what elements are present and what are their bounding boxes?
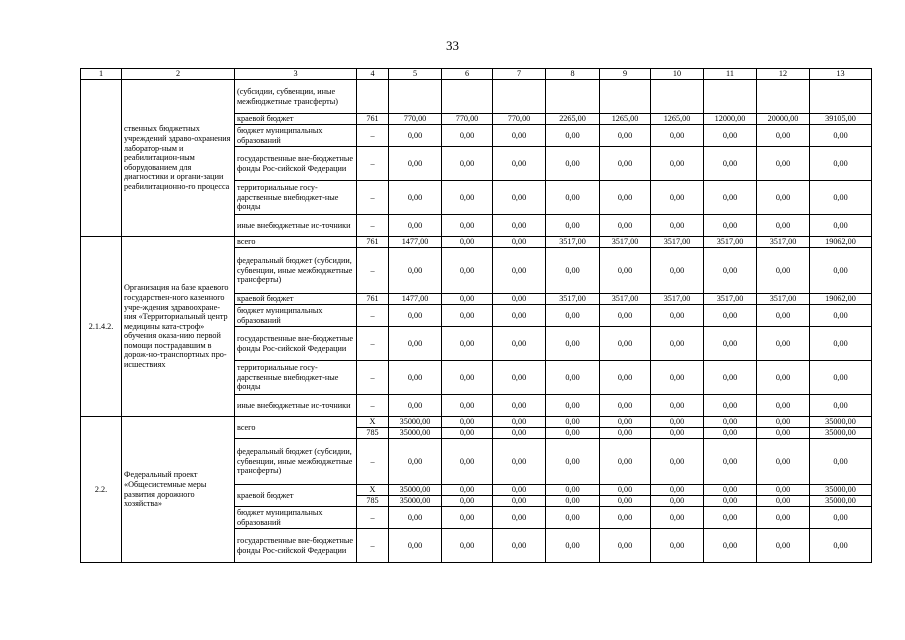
amount-cell: 0,00	[810, 305, 872, 327]
amount-cell: 0,00	[389, 147, 442, 181]
amount-cell: 3517,00	[600, 237, 651, 248]
amount-cell: 0,00	[442, 237, 493, 248]
amount-cell: 0,00	[546, 529, 600, 563]
column-header: 2	[122, 69, 235, 80]
column-header: 6	[442, 69, 493, 80]
amount-cell: 0,00	[757, 529, 810, 563]
budget-code	[357, 80, 389, 114]
amount-cell: 35000,00	[389, 428, 442, 439]
amount-cell: 3517,00	[546, 294, 600, 305]
amount-cell: 0,00	[651, 147, 704, 181]
amount-cell: 0,00	[704, 361, 757, 395]
amount-cell: 0,00	[442, 294, 493, 305]
amount-cell: 35000,00	[810, 485, 872, 496]
amount-cell: 0,00	[493, 529, 546, 563]
amount-cell: 0,00	[810, 439, 872, 485]
amount-cell: 0,00	[389, 439, 442, 485]
amount-cell: 0,00	[757, 215, 810, 237]
amount-cell: 0,00	[442, 485, 493, 496]
page-number: 33	[446, 38, 459, 53]
budget-code: –	[357, 529, 389, 563]
amount-cell: 0,00	[757, 248, 810, 294]
amount-cell: 1265,00	[651, 114, 704, 125]
amount-cell: 0,00	[600, 485, 651, 496]
budget-code: –	[357, 395, 389, 417]
amount-cell	[600, 80, 651, 114]
amount-cell: 0,00	[704, 439, 757, 485]
amount-cell: 0,00	[600, 147, 651, 181]
amount-cell: 0,00	[810, 395, 872, 417]
amount-cell: 0,00	[704, 428, 757, 439]
amount-cell: 0,00	[546, 507, 600, 529]
amount-cell: 0,00	[546, 439, 600, 485]
amount-cell: 3517,00	[757, 294, 810, 305]
amount-cell: 0,00	[493, 428, 546, 439]
amount-cell: 770,00	[493, 114, 546, 125]
amount-cell: 0,00	[704, 305, 757, 327]
amount-cell: 0,00	[546, 125, 600, 147]
amount-cell: 0,00	[442, 181, 493, 215]
amount-cell: 0,00	[546, 417, 600, 428]
amount-cell: 0,00	[493, 248, 546, 294]
amount-cell: 0,00	[600, 529, 651, 563]
amount-cell: 35000,00	[389, 417, 442, 428]
amount-cell: 0,00	[810, 181, 872, 215]
amount-cell: 0,00	[757, 496, 810, 507]
funding-source: всего	[235, 417, 357, 439]
amount-cell: 3517,00	[757, 237, 810, 248]
amount-cell: 0,00	[704, 496, 757, 507]
funding-source: бюджет муниципальных образований	[235, 305, 357, 327]
budget-code: X	[357, 417, 389, 428]
amount-cell: 0,00	[757, 439, 810, 485]
item-name: ственных бюджетных учреждений здраво-охранения лаборатор-ным и реабилитацион-ным оборудованием для диагностики и органи-зации реабилитационно-го процесса	[122, 80, 235, 237]
column-header: 5	[389, 69, 442, 80]
budget-code: –	[357, 181, 389, 215]
amount-cell: 0,00	[600, 181, 651, 215]
amount-cell: 1477,00	[389, 237, 442, 248]
amount-cell: 0,00	[442, 305, 493, 327]
amount-cell: 0,00	[600, 305, 651, 327]
amount-cell: 0,00	[651, 181, 704, 215]
amount-cell: 0,00	[600, 395, 651, 417]
amount-cell: 2265,00	[546, 114, 600, 125]
budget-code: –	[357, 305, 389, 327]
column-header: 13	[810, 69, 872, 80]
amount-cell: 0,00	[704, 417, 757, 428]
amount-cell: 0,00	[600, 417, 651, 428]
amount-cell: 0,00	[757, 125, 810, 147]
amount-cell: 0,00	[704, 529, 757, 563]
column-header: 9	[600, 69, 651, 80]
amount-cell: 0,00	[546, 327, 600, 361]
column-header: 8	[546, 69, 600, 80]
amount-cell: 0,00	[757, 417, 810, 428]
column-header: 7	[493, 69, 546, 80]
amount-cell: 0,00	[493, 439, 546, 485]
amount-cell: 35000,00	[810, 496, 872, 507]
budget-code: –	[357, 147, 389, 181]
amount-cell: 0,00	[810, 125, 872, 147]
column-header: 11	[704, 69, 757, 80]
amount-cell: 0,00	[704, 327, 757, 361]
amount-cell: 0,00	[810, 248, 872, 294]
column-header: 4	[357, 69, 389, 80]
amount-cell	[704, 80, 757, 114]
amount-cell: 0,00	[493, 485, 546, 496]
amount-cell: 0,00	[757, 181, 810, 215]
amount-cell: 0,00	[651, 125, 704, 147]
funding-source: государственные вне-бюджетные фонды Рос-сийской Федерации	[235, 147, 357, 181]
amount-cell: 0,00	[704, 507, 757, 529]
amount-cell: 0,00	[546, 496, 600, 507]
amount-cell: 770,00	[442, 114, 493, 125]
budget-code: –	[357, 327, 389, 361]
amount-cell: 3517,00	[651, 294, 704, 305]
amount-cell: 3517,00	[546, 237, 600, 248]
item-code: 2.2.	[81, 417, 122, 563]
amount-cell: 0,00	[651, 439, 704, 485]
amount-cell: 0,00	[600, 439, 651, 485]
amount-cell: 0,00	[651, 496, 704, 507]
amount-cell: 0,00	[810, 529, 872, 563]
amount-cell: 0,00	[442, 248, 493, 294]
amount-cell: 0,00	[810, 327, 872, 361]
amount-cell: 0,00	[546, 181, 600, 215]
amount-cell: 0,00	[600, 248, 651, 294]
amount-cell	[546, 80, 600, 114]
amount-cell: 0,00	[757, 147, 810, 181]
amount-cell: 0,00	[546, 395, 600, 417]
amount-cell: 35000,00	[389, 485, 442, 496]
budget-code: –	[357, 125, 389, 147]
amount-cell	[810, 80, 872, 114]
amount-cell: 0,00	[546, 147, 600, 181]
amount-cell: 770,00	[389, 114, 442, 125]
amount-cell: 0,00	[493, 215, 546, 237]
amount-cell: 0,00	[442, 147, 493, 181]
amount-cell: 0,00	[493, 125, 546, 147]
amount-cell: 0,00	[810, 147, 872, 181]
amount-cell: 0,00	[704, 215, 757, 237]
amount-cell	[651, 80, 704, 114]
funding-source: бюджет муниципальных образований	[235, 125, 357, 147]
amount-cell: 0,00	[389, 215, 442, 237]
amount-cell	[389, 80, 442, 114]
amount-cell: 0,00	[389, 395, 442, 417]
funding-source: государственные вне-бюджетные фонды Рос-сийской Федерации	[235, 529, 357, 563]
amount-cell: 0,00	[493, 147, 546, 181]
amount-cell: 0,00	[651, 248, 704, 294]
amount-cell: 0,00	[389, 361, 442, 395]
amount-cell: 0,00	[600, 327, 651, 361]
amount-cell: 0,00	[704, 147, 757, 181]
funding-source: бюджет муниципальных образований	[235, 507, 357, 529]
amount-cell: 0,00	[651, 215, 704, 237]
funding-source: федеральный бюджет (субсидии, субвенции, иные межбюджетные трансферты)	[235, 248, 357, 294]
amount-cell: 0,00	[651, 361, 704, 395]
amount-cell: 0,00	[600, 215, 651, 237]
funding-source: иные внебюджетные ис-точники	[235, 215, 357, 237]
amount-cell: 0,00	[546, 428, 600, 439]
amount-cell: 0,00	[442, 395, 493, 417]
amount-cell: 0,00	[651, 417, 704, 428]
amount-cell: 0,00	[493, 294, 546, 305]
budget-code: –	[357, 361, 389, 395]
amount-cell: 0,00	[651, 327, 704, 361]
amount-cell	[493, 80, 546, 114]
amount-cell: 0,00	[757, 507, 810, 529]
budget-table	[80, 68, 872, 563]
funding-source: территориальные госу-дарственные внебюджет-ные фонды	[235, 181, 357, 215]
table-row	[81, 417, 872, 428]
column-header: 10	[651, 69, 704, 80]
amount-cell: 0,00	[389, 181, 442, 215]
amount-cell: 0,00	[810, 507, 872, 529]
amount-cell: 0,00	[704, 181, 757, 215]
budget-code: –	[357, 439, 389, 485]
item-code	[81, 80, 122, 237]
table-row	[81, 80, 872, 114]
amount-cell: 0,00	[600, 507, 651, 529]
budget-code: –	[357, 248, 389, 294]
amount-cell: 0,00	[493, 395, 546, 417]
column-header: 3	[235, 69, 357, 80]
amount-cell: 3517,00	[704, 237, 757, 248]
amount-cell: 0,00	[442, 507, 493, 529]
budget-code: X	[357, 485, 389, 496]
amount-cell: 0,00	[493, 507, 546, 529]
amount-cell: 0,00	[810, 215, 872, 237]
budget-code: –	[357, 215, 389, 237]
amount-cell: 0,00	[442, 496, 493, 507]
budget-code: 761	[357, 294, 389, 305]
amount-cell: 0,00	[442, 529, 493, 563]
amount-cell: 0,00	[493, 305, 546, 327]
header-row	[81, 69, 872, 80]
budget-code: 761	[357, 114, 389, 125]
amount-cell: 35000,00	[810, 428, 872, 439]
amount-cell: 35000,00	[389, 496, 442, 507]
amount-cell: 0,00	[757, 428, 810, 439]
amount-cell: 0,00	[651, 507, 704, 529]
amount-cell: 12000,00	[704, 114, 757, 125]
funding-source: государственные вне-бюджетные фонды Рос-сийской Федерации	[235, 327, 357, 361]
budget-code: 785	[357, 428, 389, 439]
amount-cell: 0,00	[546, 485, 600, 496]
amount-cell: 0,00	[651, 529, 704, 563]
amount-cell: 0,00	[757, 327, 810, 361]
amount-cell: 0,00	[493, 417, 546, 428]
amount-cell	[442, 80, 493, 114]
amount-cell: 0,00	[704, 248, 757, 294]
funding-source: краевой бюджет	[235, 114, 357, 125]
amount-cell: 0,00	[493, 237, 546, 248]
amount-cell: 0,00	[757, 395, 810, 417]
amount-cell: 0,00	[651, 305, 704, 327]
amount-cell: 0,00	[757, 485, 810, 496]
funding-source: краевой бюджет	[235, 485, 357, 507]
amount-cell: 0,00	[546, 305, 600, 327]
amount-cell: 0,00	[546, 215, 600, 237]
funding-source: всего	[235, 237, 357, 248]
amount-cell: 0,00	[493, 496, 546, 507]
amount-cell: 0,00	[389, 125, 442, 147]
amount-cell: 0,00	[600, 125, 651, 147]
budget-code: –	[357, 507, 389, 529]
amount-cell: 0,00	[442, 361, 493, 395]
amount-cell: 3517,00	[600, 294, 651, 305]
amount-cell: 0,00	[493, 181, 546, 215]
amount-cell: 39105,00	[810, 114, 872, 125]
item-code: 2.1.4.2.	[81, 237, 122, 417]
budget-code: 785	[357, 496, 389, 507]
budget-code: 761	[357, 237, 389, 248]
amount-cell: 0,00	[493, 361, 546, 395]
amount-cell: 0,00	[389, 305, 442, 327]
amount-cell: 0,00	[442, 215, 493, 237]
amount-cell: 0,00	[493, 327, 546, 361]
amount-cell: 0,00	[546, 248, 600, 294]
amount-cell: 0,00	[704, 125, 757, 147]
amount-cell: 0,00	[442, 327, 493, 361]
amount-cell: 0,00	[704, 395, 757, 417]
amount-cell: 0,00	[600, 361, 651, 395]
amount-cell: 0,00	[757, 361, 810, 395]
amount-cell: 0,00	[704, 485, 757, 496]
amount-cell: 0,00	[389, 248, 442, 294]
amount-cell: 0,00	[600, 496, 651, 507]
amount-cell: 0,00	[810, 361, 872, 395]
funding-source: иные внебюджетные ис-точники	[235, 395, 357, 417]
amount-cell: 0,00	[389, 327, 442, 361]
amount-cell: 0,00	[442, 417, 493, 428]
funding-source: краевой бюджет	[235, 294, 357, 305]
item-name: Организация на базе краевого государствен-ного казенного учре-ждения здравоохране-ния «Территориальный центр медицины ката-строф» обучения оказа-нию первой помощи пострадавшим в дорож-но-транспортных про-исшествиях	[122, 237, 235, 417]
amount-cell: 19062,00	[810, 294, 872, 305]
funding-source: территориальные госу-дарственные внебюджет-ные фонды	[235, 361, 357, 395]
amount-cell: 1265,00	[600, 114, 651, 125]
funding-source: федеральный бюджет (субсидии, субвенции, иные межбюджетные трансферты)	[235, 439, 357, 485]
amount-cell: 0,00	[442, 439, 493, 485]
amount-cell: 1477,00	[389, 294, 442, 305]
amount-cell: 3517,00	[704, 294, 757, 305]
amount-cell: 0,00	[651, 485, 704, 496]
amount-cell: 0,00	[651, 395, 704, 417]
amount-cell: 35000,00	[810, 417, 872, 428]
amount-cell: 19062,00	[810, 237, 872, 248]
amount-cell: 0,00	[757, 305, 810, 327]
table-row	[81, 237, 872, 248]
amount-cell: 3517,00	[651, 237, 704, 248]
amount-cell: 0,00	[389, 529, 442, 563]
amount-cell: 0,00	[600, 428, 651, 439]
amount-cell: 0,00	[546, 361, 600, 395]
amount-cell: 0,00	[442, 125, 493, 147]
item-name: Федеральный проект «Общесистемные меры развития дорожного хозяйства»	[122, 417, 235, 563]
amount-cell: 0,00	[389, 507, 442, 529]
column-header: 12	[757, 69, 810, 80]
amount-cell	[757, 80, 810, 114]
amount-cell: 20000,00	[757, 114, 810, 125]
amount-cell: 0,00	[442, 428, 493, 439]
amount-cell: 0,00	[651, 428, 704, 439]
column-header: 1	[81, 69, 122, 80]
funding-source: (субсидии, субвенции, иные межбюджетные трансферты)	[235, 80, 357, 114]
